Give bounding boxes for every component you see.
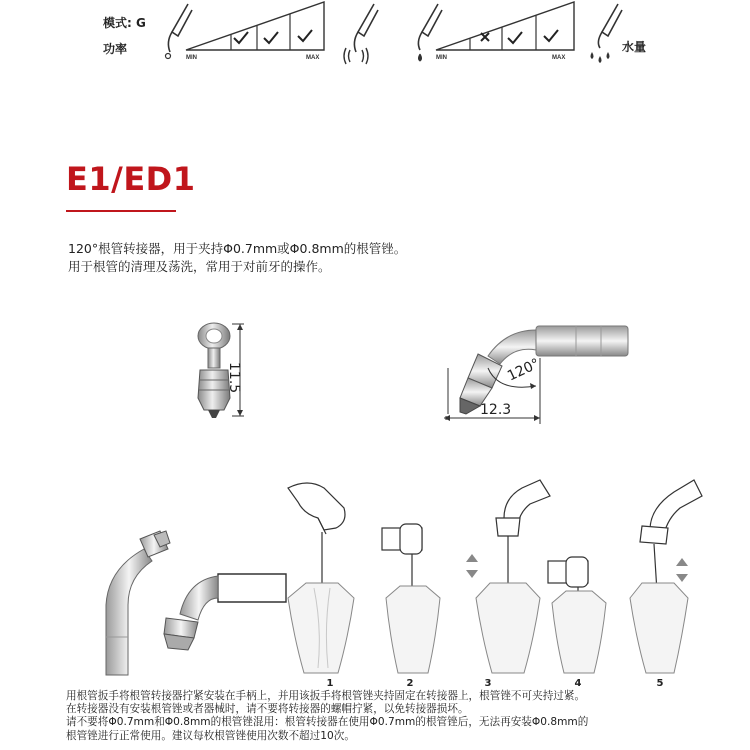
water-drops-icon (584, 2, 624, 66)
power-min: MIN (186, 55, 197, 61)
note-line: 在转接器没有安装根管锉或者器械时，请不要将转接器的螺帽拧紧，以免转接器损坏。 (66, 703, 469, 716)
power-scale (186, 0, 326, 52)
note-line: 请不要将Φ0.7mm和Φ0.8mm的根管锉混用：根管转接器在使用Φ0.7mm的根管锉后，无法再安装Φ0.8mm的 (66, 716, 589, 729)
product-title: E1/ED1 (66, 160, 196, 198)
length-dimension: 11.5 (226, 362, 242, 394)
reach-dimension: 12.3 (480, 402, 512, 418)
power-max: MAX (306, 55, 320, 61)
angle-dimension: 120° (505, 355, 543, 385)
description-line: 用于根管的清理及荡洗，常用于对前牙的操作。 (68, 259, 331, 274)
water-label: 水量 (622, 40, 647, 54)
note-line: 根管锉进行正常使用。建议每枚根管锉使用次数不超过10次。 (66, 729, 355, 742)
hand-holding-file (278, 478, 358, 673)
water-scale (436, 0, 576, 52)
adapter-detached (158, 570, 288, 652)
step-number: 2 (406, 678, 414, 689)
step-number: 4 (574, 678, 582, 689)
step-number: 5 (656, 678, 664, 689)
title-underline (66, 210, 176, 212)
note-line: 用根管扳手将根管转接器拧紧安装在手柄上，并用该扳手将根管锉夹持固定在转接器上，根管锉不可夹持过紧。 (66, 690, 586, 702)
product-description (68, 240, 406, 276)
power-label: 功率 (103, 42, 128, 56)
procedure-notes (66, 690, 588, 743)
handpiece-step-4 (548, 555, 620, 673)
water-min: MIN (436, 55, 447, 61)
step-number: 3 (484, 678, 492, 689)
mode-label: 模式: G (103, 16, 146, 30)
vibration-tip-icon (334, 2, 380, 66)
water-max: MAX (552, 55, 566, 61)
handpiece-step-5 (628, 478, 708, 673)
description-line: 120°根管转接器，用于夹持Φ0.7mm或Φ0.8mm的根管锉。 (68, 241, 407, 256)
step-number: 1 (326, 678, 334, 689)
handpiece-step-3 (460, 478, 550, 673)
handpiece-step-2 (382, 518, 454, 673)
